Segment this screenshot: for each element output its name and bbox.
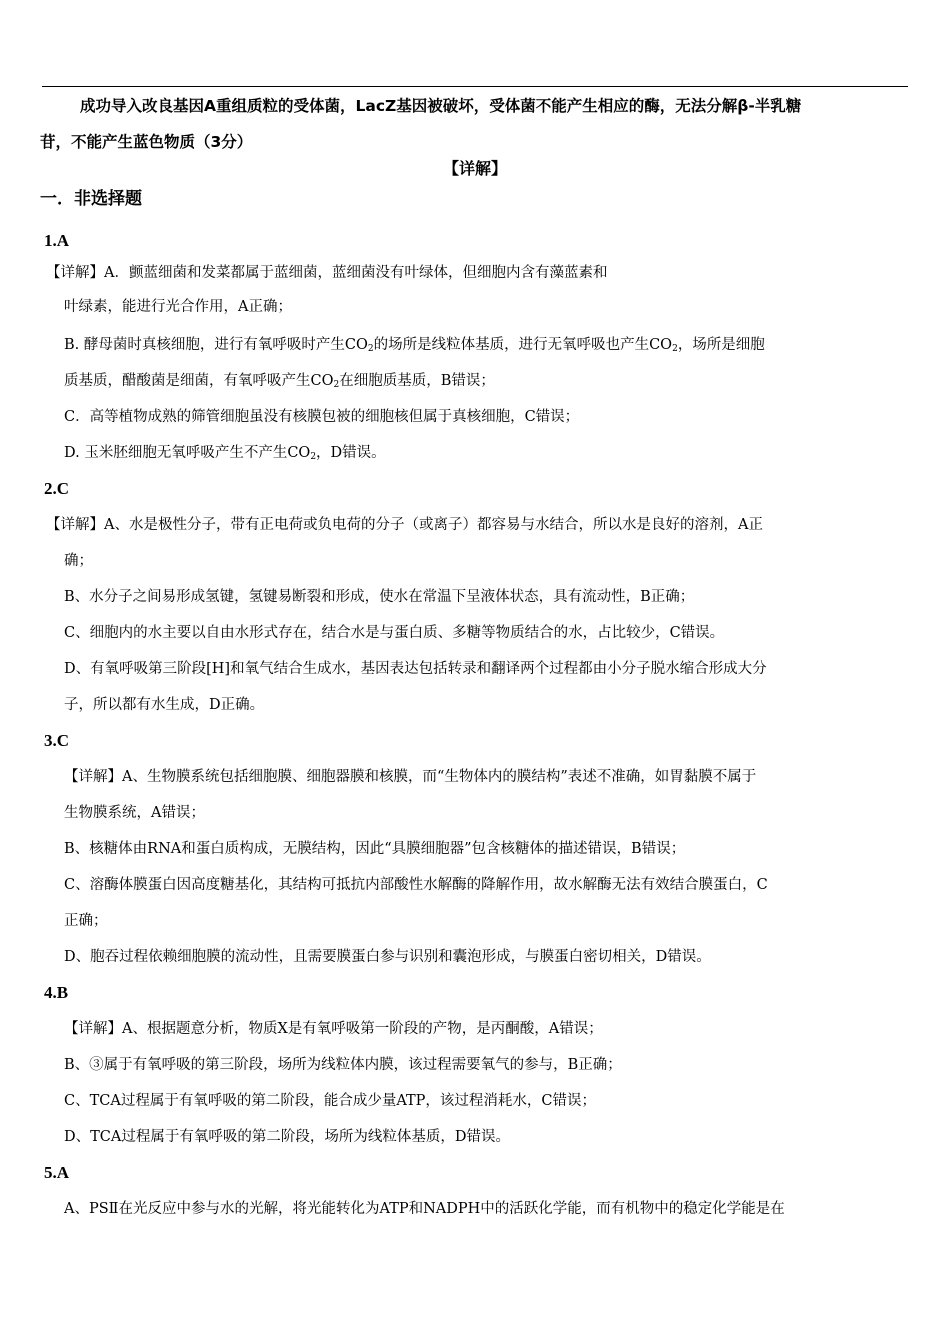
answer-line: 子，所以都有水生成，D正确。: [64, 697, 265, 713]
answer-line: 质基质，醋酸菌是细菌，有氧呼吸产生$CO_2$在细胞质基质，B错误；: [64, 373, 495, 390]
answer-line: C、细胞内的水主要以自由水形式存在，结合水是与蛋白质、多糖等物质结合的水，占比较少，C错误。: [64, 625, 725, 641]
answer-line: 确；: [64, 553, 93, 569]
question-number: 2.C: [44, 479, 70, 498]
answer-line: 【详解】A、水是极性分子，带有正电荷或负电荷的分子（或离子）都容易与水结合，所以水是良好的溶剂，A正: [46, 517, 763, 533]
answer-line: B、核糖体由RNA和蛋白质构成，无膜结构，因此“具膜细胞器”包含核糖体的描述错误，B错误；: [64, 841, 686, 857]
intro-line: 苷，不能产生蓝色物质（3分）: [40, 133, 253, 151]
answer-line: C、TCA过程属于有氧呼吸的第二阶段，能合成少量ATP，该过程消耗水，C错误；: [64, 1093, 597, 1109]
answer-line: B、水分子之间易形成氢键，氢键易断裂和形成，使水在常温下呈液体状态，具有流动性，B正确；: [64, 589, 695, 605]
section-title: 一．非选择题: [40, 189, 142, 209]
answer-line: 【详解】A、生物膜系统包括细胞膜、细胞器膜和核膜，而“生物体内的膜结构”表述不准确，如胃黏膜不属于: [64, 769, 757, 785]
answer-line: 【详解】A．颤蓝细菌和发菜都属于蓝细菌，蓝细菌没有叶绿体，但细胞内含有藻蓝素和: [46, 265, 608, 281]
answer-line: 叶绿素，能进行光合作用，A正确；: [64, 299, 292, 315]
answer-line: A、PSⅡ在光反应中参与水的光解，将光能转化为ATP和NADPH中的活跃化学能，而有机物中的稳定化学能是在: [64, 1201, 785, 1217]
answer-line: D. 玉米胚细胞无氧呼吸产生不产生$CO_2$，D错误。: [64, 445, 386, 462]
answer-line: D、有氧呼吸第三阶段[H]和氧气结合生成水，基因表达包括转录和翻译两个过程都由小分子脱水缩合形成大分: [64, 661, 767, 677]
question-number: 4.B: [44, 983, 69, 1002]
question-number: 1.A: [44, 231, 70, 250]
answer-line: B、③属于有氧呼吸的第三阶段，场所为线粒体内膜，该过程需要氧气的参与，B正确；: [64, 1057, 622, 1073]
answer-line: B. 酵母菌时真核细胞，进行有氧呼吸时产生$CO_2$的场所是线粒体基质，进行无氧呼吸也产生$CO_2$，场所是细胞: [64, 337, 765, 354]
intro-line: 成功导入改良基因A重组质粒的受体菌，LacZ基因被破坏，受体菌不能产生相应的酶，无法分解β-半乳糖: [80, 97, 802, 115]
answer-line: D、TCA过程属于有氧呼吸的第二阶段，场所为线粒体基质，D错误。: [64, 1129, 510, 1145]
answer-line: 生物膜系统，A错误；: [64, 805, 205, 821]
answer-line: 正确；: [64, 913, 108, 929]
answer-line: C、溶酶体膜蛋白因高度糖基化，其结构可抵抗内部酸性水解酶的降解作用，故水解酶无法有效结合膜蛋白，C: [64, 877, 768, 893]
answer-line: 【详解】A、根据题意分析，物质X是有氧呼吸第一阶段的产物，是丙酮酸，A错误；: [64, 1021, 603, 1037]
top-rule: [42, 86, 908, 87]
answer-line: D、胞吞过程依赖细胞膜的流动性，且需要膜蛋白参与识别和囊泡形成，与膜蛋白密切相关，D错误。: [64, 949, 711, 965]
explanation-heading: 【详解】: [442, 159, 507, 178]
answer-line: C．高等植物成熟的筛管细胞虽没有核膜包被的细胞核但属于真核细胞，C错误；: [64, 409, 580, 425]
intro-paragraph: [40, 88, 912, 160]
question-number: 5.A: [44, 1163, 70, 1182]
question-number: 3.C: [44, 731, 70, 750]
